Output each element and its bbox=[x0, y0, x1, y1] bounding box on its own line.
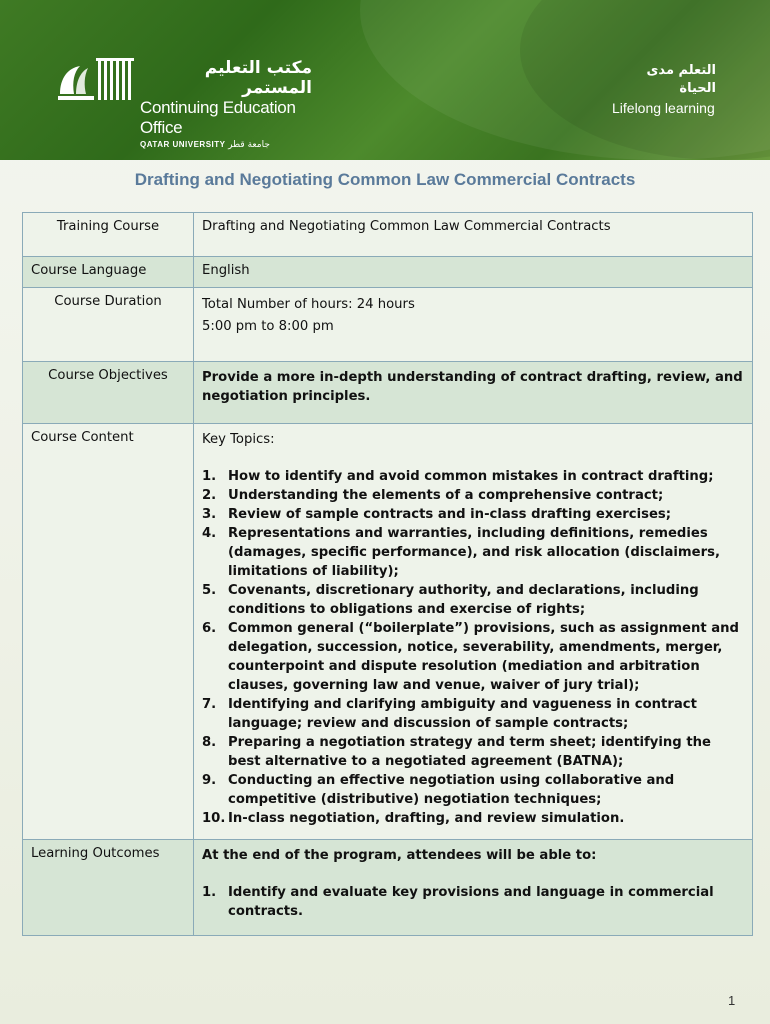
course-objectives-value bbox=[194, 362, 753, 424]
list-item-number: 2. bbox=[202, 488, 217, 503]
course-language-label: Course Language bbox=[23, 257, 194, 288]
list-item-text: In-class negotiation, drafting, and review simulation. bbox=[228, 811, 625, 826]
table-row bbox=[23, 840, 753, 936]
tagline-english: Lifelong learning bbox=[612, 100, 715, 116]
list-item bbox=[202, 505, 744, 524]
table-row bbox=[23, 362, 753, 424]
training-course-value: Drafting and Negotiating Common Law Commercial Contracts bbox=[194, 213, 753, 257]
list-item-number: 4. bbox=[202, 526, 217, 541]
duration-time: 5:00 pm to 8:00 pm bbox=[202, 319, 334, 334]
university-english: QATAR UNIVERSITY bbox=[140, 140, 226, 149]
duration-hours: Total Number of hours: 24 hours bbox=[202, 297, 415, 312]
document-title: Drafting and Negotiating Common Law Commercial Contracts bbox=[134, 170, 636, 189]
list-item-number: 7. bbox=[202, 697, 217, 712]
qatar-university-logo-icon bbox=[54, 56, 136, 104]
list-item bbox=[202, 883, 744, 921]
university-name bbox=[140, 140, 340, 150]
list-item-text: Review of sample contracts and in-class drafting exercises; bbox=[228, 507, 672, 522]
list-item-number: 9. bbox=[202, 773, 217, 788]
list-item-number: 6. bbox=[202, 621, 217, 636]
list-item-text: Identifying and clarifying ambiguity and vagueness in contract language; review and discussion of sample contracts; bbox=[228, 697, 697, 731]
list-item-text: Covenants, discretionary authority, and declarations, including conditions to obligations and exercise of rights; bbox=[228, 583, 699, 617]
university-arabic: جامعة قطر bbox=[228, 140, 270, 150]
table-row bbox=[23, 257, 753, 288]
course-content-value bbox=[194, 424, 753, 840]
course-duration-label: Course Duration bbox=[23, 288, 194, 362]
list-item-text: Identify and evaluate key provisions and language in commercial contracts. bbox=[228, 885, 714, 919]
course-details-table bbox=[22, 212, 753, 936]
list-item bbox=[202, 581, 744, 619]
list-item-text: Understanding the elements of a comprehensive contract; bbox=[228, 488, 664, 503]
list-item bbox=[202, 486, 744, 505]
list-item bbox=[202, 809, 744, 828]
list-item bbox=[202, 733, 744, 771]
outcomes-list bbox=[202, 883, 744, 921]
list-item bbox=[202, 771, 744, 809]
outcomes-heading: At the end of the program, attendees will be able to: bbox=[202, 848, 597, 863]
list-item-text: Representations and warranties, including definitions, remedies (damages, specific performance), and risk allocation (disclaimers, limitations of liability); bbox=[228, 526, 720, 579]
course-language-value: English bbox=[194, 257, 753, 288]
list-item-text: Conducting an effective negotiation using collaborative and competitive (distributive) negotiation techniques; bbox=[228, 773, 675, 807]
learning-outcomes-label: Learning Outcomes bbox=[23, 840, 194, 936]
brand-english: Continuing Education Office bbox=[140, 98, 296, 137]
list-item bbox=[202, 524, 744, 581]
page-number: 1 bbox=[728, 993, 736, 1008]
table-row bbox=[23, 288, 753, 362]
list-item-number: 3. bbox=[202, 507, 217, 522]
course-objectives-label: Course Objectives bbox=[23, 362, 194, 424]
table-row bbox=[23, 424, 753, 840]
list-item-number: 8. bbox=[202, 735, 217, 750]
course-duration-value bbox=[194, 288, 753, 362]
brand-block bbox=[140, 58, 340, 150]
list-item-number: 5. bbox=[202, 583, 217, 598]
list-item bbox=[202, 695, 744, 733]
tagline-block bbox=[612, 62, 716, 118]
table-row bbox=[23, 213, 753, 257]
list-item-text: Common general (“boilerplate”) provisions, such as assignment and delegation, succession, notice, severability, amendments, merger, counterpoint and dispute resolution (mediation and arbitration clauses, governing law and venue, waiver of jury trial); bbox=[228, 621, 739, 693]
course-content-label: Course Content bbox=[23, 424, 194, 840]
brand-arabic: مكتب التعليم المستمر bbox=[204, 58, 312, 98]
list-item bbox=[202, 467, 744, 486]
list-item-text: How to identify and avoid common mistakes in contract drafting; bbox=[228, 469, 714, 484]
training-course-label: Training Course bbox=[23, 213, 194, 257]
header-banner bbox=[0, 0, 770, 160]
tagline-arabic: التعلم مدى الحياة bbox=[646, 63, 716, 96]
list-item bbox=[202, 619, 744, 695]
objectives-text: Provide a more in-depth understanding of contract drafting, review, and negotiation principles. bbox=[202, 370, 743, 404]
learning-outcomes-value bbox=[194, 840, 753, 936]
list-item-number: 1. bbox=[202, 885, 217, 900]
list-item-number: 1. bbox=[202, 469, 217, 484]
key-topics-list bbox=[202, 467, 744, 828]
list-item-number: 10. bbox=[202, 811, 226, 826]
list-item-text: Preparing a negotiation strategy and term sheet; identifying the best alternative to a negotiated agreement (BATNA); bbox=[228, 735, 711, 769]
key-topics-heading: Key Topics: bbox=[202, 432, 275, 447]
